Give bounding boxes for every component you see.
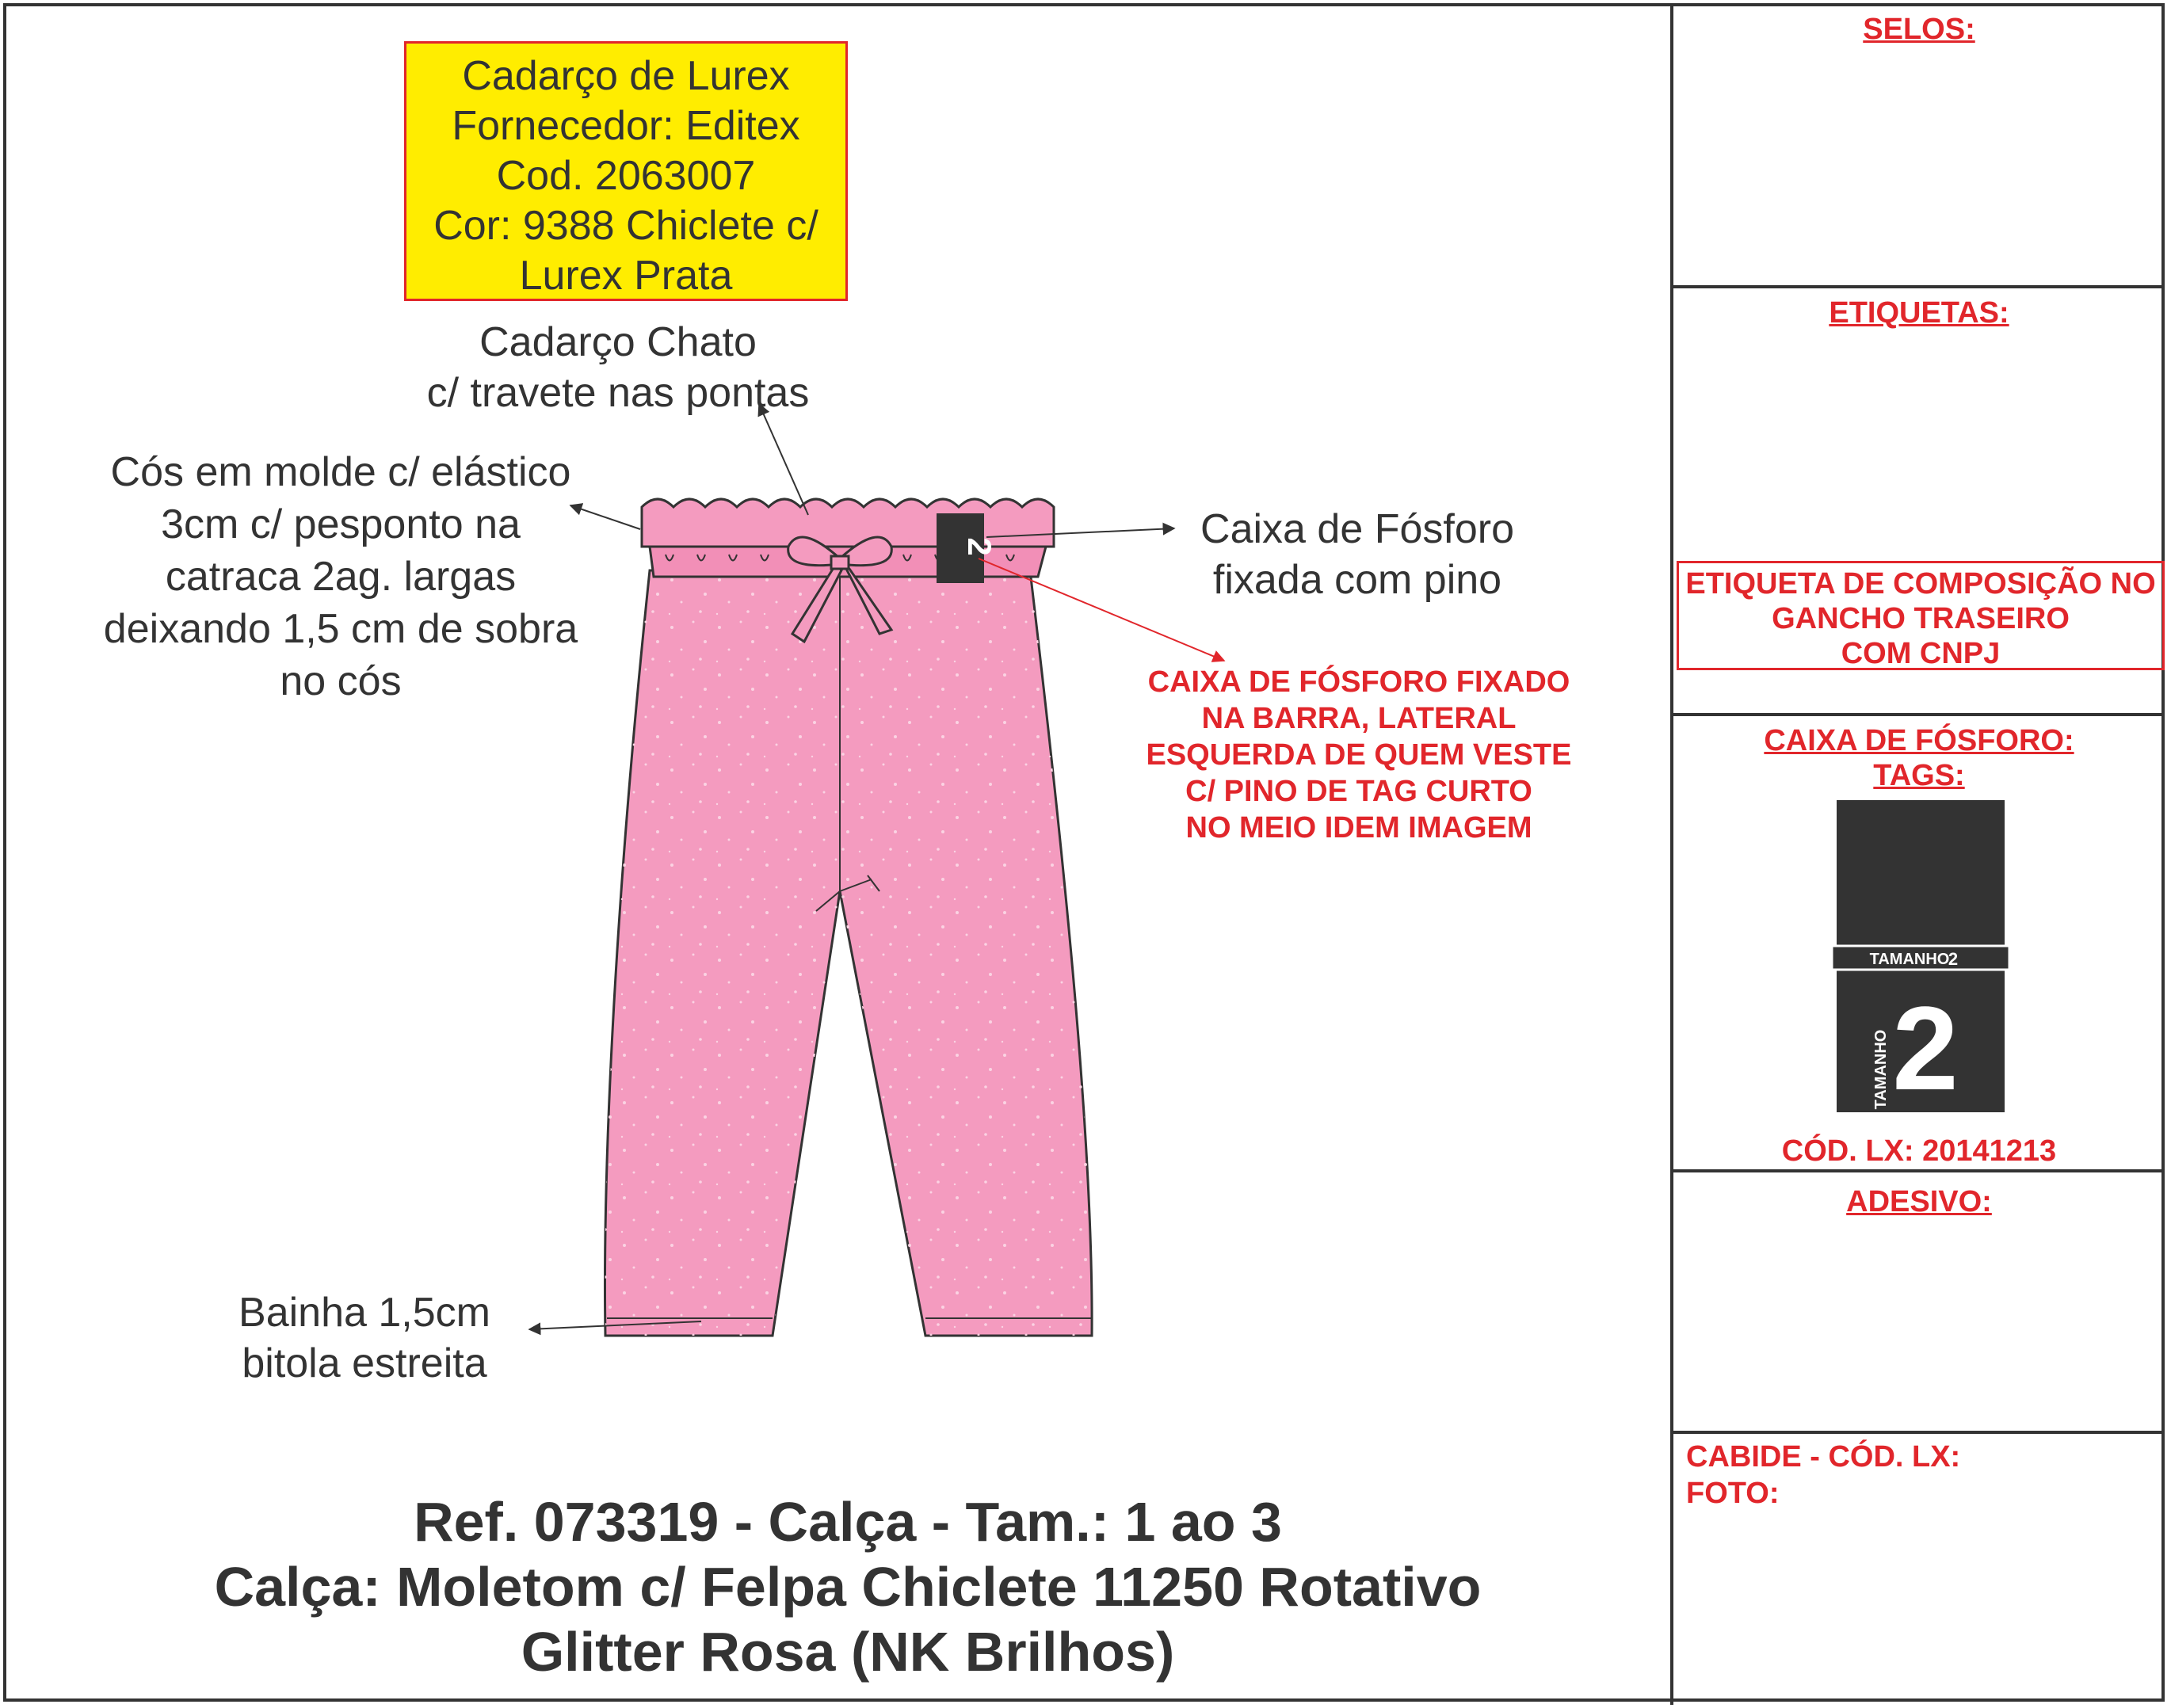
callout-caixa-fosforo: Caixa de Fósforo fixada com pino — [1200, 506, 1514, 603]
supplier-line: Fornecedor: Editex — [452, 103, 800, 149]
pants-illustration — [605, 499, 1092, 1336]
tags-title: TAGS: — [1873, 759, 1965, 792]
supplier-line: Cadarço de Lurex — [462, 53, 790, 99]
footer-fabric: Calça: Moletom c/ Felpa Chiclete 11250 Rotativo — [214, 1556, 1482, 1618]
supplier-line: Cor: 9388 Chiclete c/ — [433, 203, 818, 249]
caixa-fosforo-title: CAIXA DE FÓSFORO: — [1764, 724, 2074, 757]
foto-label: FOTO: — [1686, 1477, 1780, 1510]
etiquetas-title: ETIQUETAS: — [1829, 296, 2009, 330]
cabide-label: CABIDE - CÓD. LX: — [1686, 1440, 1961, 1474]
footer-ref: Ref. 073319 - Calça - Tam.: 1 ao 3 — [414, 1491, 1282, 1553]
tag-side-label: TAMANHO — [1872, 1029, 1890, 1110]
supplier-line: Cod. 2063007 — [496, 153, 756, 199]
tag-band-size: 2 — [1948, 949, 1959, 969]
product-description — [103, 1489, 1593, 1684]
selos-title: SELOS: — [1863, 13, 1975, 46]
lurex-supplier-box — [404, 41, 848, 301]
callout-caixa-red: CAIXA DE FÓSFORO FIXADO NA BARRA, LATERAL ESQUERDA DE QUEM VESTE C/ PINO DE TAG CURTO NO MEIO IDEM IMAGEM — [1146, 665, 1572, 844]
callout-bainha: Bainha 1,5cm bitola estreita — [238, 1290, 490, 1386]
callout-cadarco: Cadarço Chato c/ travete nas pontas — [426, 319, 810, 416]
composicao-box: ETIQUETA DE COMPOSIÇÃO NO GANCHO TRASEIRO COM CNPJ — [1677, 561, 2165, 670]
tag-band-label: TAMANHO — [1869, 951, 1950, 968]
matchbox-tag-image — [1832, 800, 2009, 1115]
adesivo-title: ADESIVO: — [1846, 1185, 1992, 1218]
supplier-line: Lurex Prata — [519, 253, 733, 299]
footer-color: Glitter Rosa (NK Brilhos) — [521, 1621, 1175, 1683]
tag-big-size: 2 — [1892, 982, 1959, 1115]
svg-text:2: 2 — [961, 537, 998, 556]
cod-lx-label: CÓD. LX: 20141213 — [1781, 1134, 2057, 1168]
callout-cos: Cós em molde c/ elástico 3cm c/ pesponto na catraca 2ag. largas deixando 1,5 cm de sobra no cós — [103, 449, 578, 704]
